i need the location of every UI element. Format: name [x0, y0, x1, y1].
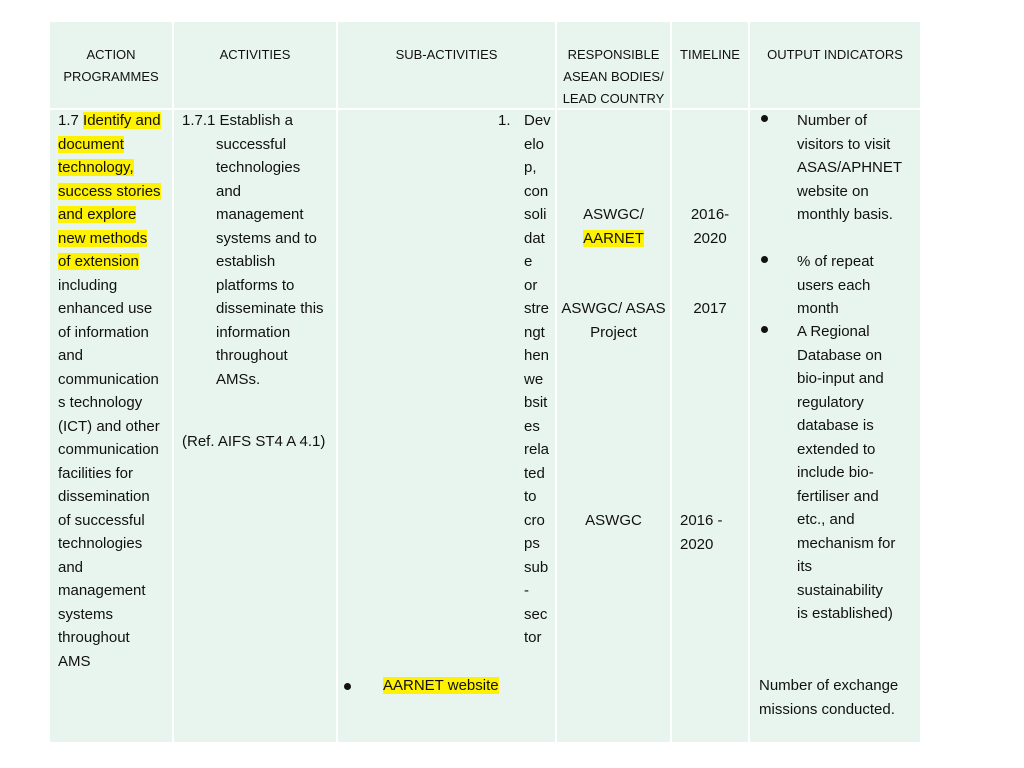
output-line: monthly basis.: [797, 206, 893, 223]
sub-activity-fragment: soli: [524, 206, 547, 223]
action-highlight-line: technology,: [58, 159, 134, 176]
action-highlight-line: of extension: [58, 253, 139, 270]
action-line: technologies: [58, 535, 143, 552]
sub-activity-fragment: ted: [524, 464, 545, 482]
output-line: ASAS/APHNET: [797, 159, 903, 176]
action-highlight-line: success stories: [58, 182, 161, 200]
action-line: systems: [58, 605, 114, 623]
sub-activity-fragment: elo: [524, 135, 545, 153]
output-line: missions conducted.: [759, 700, 895, 718]
output-indicator-1: [797, 109, 917, 227]
column-divider: [336, 22, 338, 742]
sub-activity-fragment: con: [524, 182, 549, 200]
header-divider: [50, 108, 920, 110]
activity-line: successful: [216, 135, 287, 153]
action-line: dissemination: [58, 488, 150, 505]
timeline-entry-3: 2016 - 2020: [680, 512, 723, 553]
sub-activity-fragment: sec: [524, 605, 548, 623]
action-highlight-line: and explore: [58, 206, 137, 223]
action-line: facilities for: [58, 464, 134, 482]
output-line: etc., and: [797, 511, 855, 528]
output-line: Database on: [797, 346, 883, 364]
output-indicator-3: [797, 320, 917, 626]
sub-activity-fragment: rela: [524, 441, 550, 458]
sub-activity-number: 1.: [498, 112, 511, 129]
header-responsible: RESPONSIBLE ASEAN BODIES/ LEAD COUNTRY: [562, 47, 665, 106]
action-line: (ICT) and other: [58, 417, 160, 435]
output-line: sustainability: [797, 581, 883, 599]
bullet-icon: [761, 256, 768, 263]
sub-activity-fragment: stre: [524, 300, 550, 317]
sub-activity-fragment: -: [524, 582, 529, 599]
output-line: Number of: [797, 112, 868, 129]
activity-reference: (Ref. AIFS ST4 A 4.1): [182, 433, 326, 450]
column-divider: [172, 22, 174, 742]
output-line: Number of exchange: [759, 677, 899, 694]
sub-activity-fragment: e: [524, 253, 533, 270]
header-sub-activities: SUB-ACTIVITIES: [395, 47, 498, 62]
action-highlight-line: document: [58, 135, 124, 153]
action-line: enhanced use: [58, 300, 153, 317]
sub-activity-text: [524, 109, 554, 650]
sub-activity-fragment: es: [524, 417, 540, 435]
activity-first-line: Establish a: [219, 112, 293, 129]
sub-activity-fragment: cro: [524, 511, 545, 529]
action-number: 1.7: [58, 112, 79, 129]
output-indicator-final: [759, 674, 919, 721]
output-line: A Regional: [797, 323, 870, 340]
action-plan-table: [50, 22, 920, 742]
output-line: its: [797, 558, 812, 575]
output-line: regulatory: [797, 393, 864, 411]
action-line: of information: [58, 323, 149, 341]
sub-activity-fragment: to: [524, 488, 537, 505]
output-line: database is: [797, 417, 874, 434]
output-line: mechanism for: [797, 534, 896, 552]
activity-lines: [182, 133, 336, 392]
activity-line: AMSs.: [216, 370, 261, 388]
sub-activity-fragment: or: [524, 276, 538, 294]
column-divider: [748, 22, 750, 742]
responsible-entry-1: ASWGC/ AARNET: [583, 206, 644, 247]
activity-number: 1.7.1: [182, 112, 216, 129]
sub-activity-fragment: Dev: [524, 112, 551, 129]
bullet-icon: [761, 115, 768, 122]
sub-activity-fragment: hen: [524, 347, 550, 364]
action-line: management: [58, 582, 146, 599]
action-line: AMS: [58, 652, 91, 670]
sub-activity-fragment: dat: [524, 229, 545, 247]
activity-line: disseminate this: [216, 300, 324, 317]
output-line: include bio-: [797, 464, 874, 481]
column-divider: [555, 22, 557, 742]
bullet-icon: [344, 683, 351, 690]
action-line: including: [58, 276, 118, 294]
output-line: extended to: [797, 440, 876, 458]
output-line: % of repeat: [797, 253, 874, 270]
activity-line: management: [216, 206, 304, 223]
action-line: s technology: [58, 394, 143, 411]
action-programme-text: [58, 109, 170, 673]
responsible-entry-3: ASWGC: [585, 512, 642, 529]
action-line: and: [58, 558, 84, 576]
activity-line: platforms to: [216, 276, 295, 294]
column-divider: [670, 22, 672, 742]
activity-line: systems and to: [216, 229, 317, 247]
output-line: month: [797, 300, 839, 317]
action-highlight-line: new methods: [58, 229, 148, 247]
sub-activity-fragment: p,: [524, 159, 537, 176]
activity-line: throughout: [216, 347, 288, 364]
header-output-indicators: OUTPUT INDICATORS: [767, 47, 903, 62]
header-action-programmes: ACTION PROGRAMMES: [63, 47, 159, 84]
output-line: website on: [797, 182, 869, 200]
output-line: bio-input and: [797, 370, 884, 387]
action-line: throughout: [58, 629, 130, 646]
output-line: fertiliser and: [797, 487, 879, 505]
activity-line: information: [216, 323, 291, 341]
sub-activity-fragment: ngt: [524, 323, 545, 341]
timeline-entry-2: 2017: [693, 300, 727, 317]
activity-text: [182, 109, 336, 391]
activity-line: technologies: [216, 159, 301, 176]
action-line: communication: [58, 370, 159, 388]
output-line: users each: [797, 276, 871, 294]
sub-activity-fragment: bsit: [524, 394, 548, 411]
sub-activity-fragment: sub: [524, 558, 549, 576]
output-line: visitors to visit: [797, 135, 891, 153]
sub-activity-fragment: tor: [524, 629, 542, 646]
action-line: and: [58, 347, 84, 364]
timeline-entry-1: 2016- 2020: [690, 206, 730, 247]
header-activities: ACTIVITIES: [219, 47, 291, 62]
sub-activity-fragment: we: [524, 370, 544, 388]
activity-line: establish: [216, 253, 276, 270]
header-timeline: TIMELINE: [680, 47, 740, 62]
action-highlighted: Identify and document technology, success stories and explore new methods of extension: [58, 112, 170, 274]
action-rest: [58, 274, 170, 674]
action-line: communication: [58, 441, 159, 458]
responsible-entry-2: ASWGC/ ASAS Project: [561, 300, 666, 341]
activity-line: and: [216, 182, 242, 200]
sub-activity-fragment: ps: [524, 535, 540, 552]
sub-activity-bullet-item: AARNET website: [383, 677, 499, 694]
output-line: is established): [797, 605, 893, 622]
action-line: of successful: [58, 511, 145, 529]
output-indicator-2: [797, 250, 917, 321]
bullet-icon: [761, 326, 768, 333]
